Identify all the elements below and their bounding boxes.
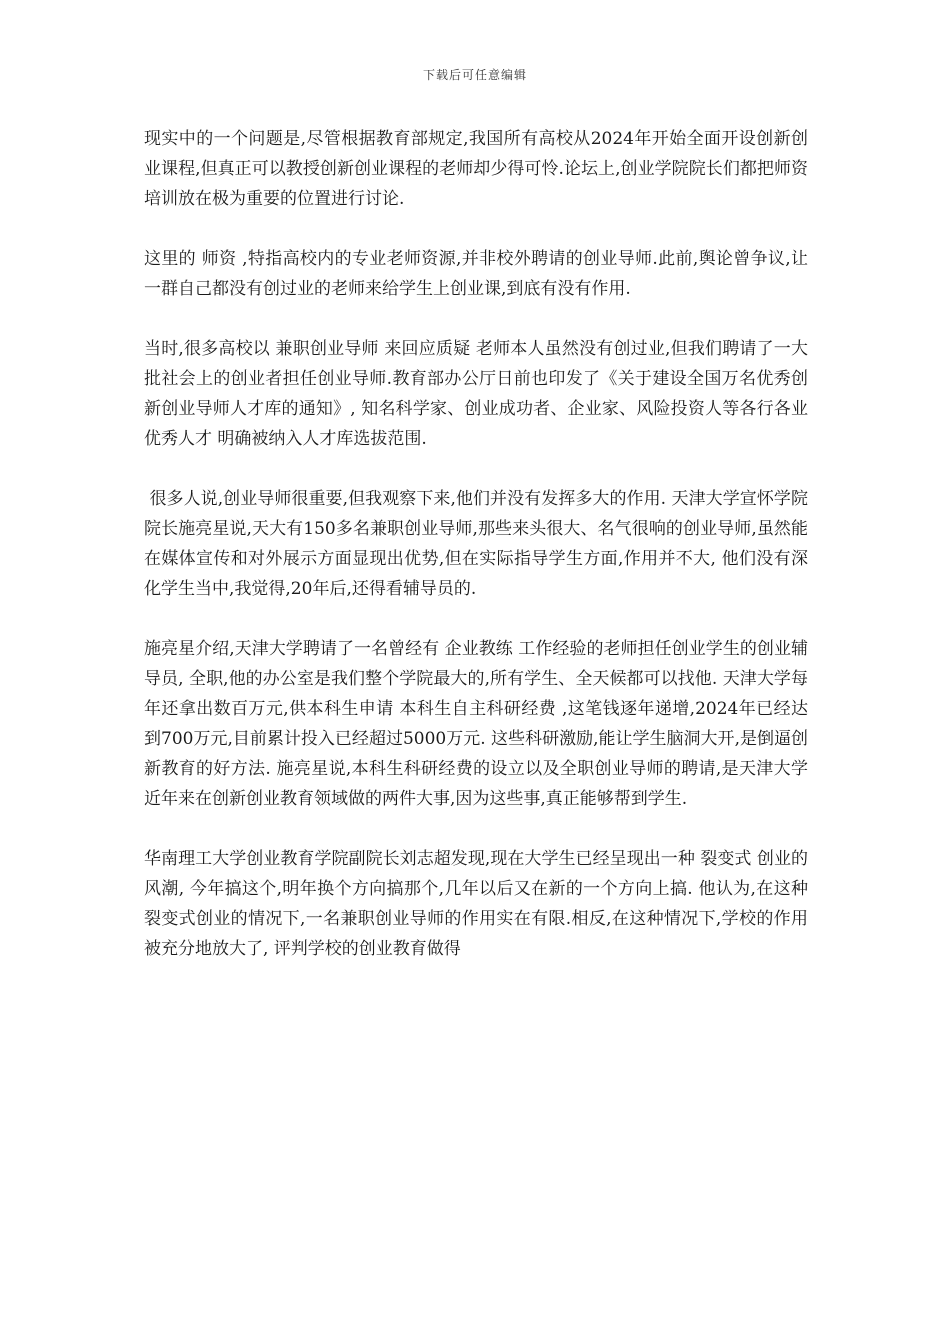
- paragraph-2: 这里的 师资 ,特指高校内的专业老师资源,并非校外聘请的创业导师.此前,舆论曾争议,让一群自己都没有创过业的老师来给学生上创业课,到底有没有作用.: [144, 249, 808, 299]
- paragraph-6: 华南理工大学创业教育学院副院长刘志超发现,现在大学生已经呈现出一种 裂变式 创业的风潮, 今年搞这个,明年换个方向搞那个,几年以后又在新的一个方向上搞. 他认为,在这种裂变式创业的情况下,一名兼职创业导师的作用实在有限.相反,在这种情况下,学校的作用被充分地放大了, 评判学校的创业教育做得: [144, 849, 808, 959]
- document-body: [144, 124, 808, 964]
- paragraph-4: 很多人说,创业导师很重要,但我观察下来,他们并没有发挥多大的作用. 天津大学宣怀学院院长施亮星说,天大有150多名兼职创业导师,那些来头很大、名气很响的创业导师,虽然能在媒体宣传和对外展示方面显现出优势,但在实际指导学生方面,作用并不大, 他们没有深化学生当中,我觉得,20年后,还得看辅导员的.: [144, 489, 808, 599]
- header-note: 下载后可任意编辑: [422, 68, 527, 82]
- paragraph-1: 现实中的一个问题是,尽管根据教育部规定,我国所有高校从2024年开始全面开设创新创业课程,但真正可以教授创新创业课程的老师却少得可怜.论坛上,创业学院院长们都把师资培训放在极为重要的位置进行讨论.: [144, 129, 808, 209]
- paragraph-5: 施亮星介绍,天津大学聘请了一名曾经有 企业教练 工作经验的老师担任创业学生的创业辅导员, 全职,他的办公室是我们整个学院最大的,所有学生、全天候都可以找他. 天津大学每年还拿出数百万元,供本科生申请 本科生自主科研经费 ,这笔钱逐年递增,2024年已经达到700万元,目前累计投入已经超过5000万元. 这些科研激励,能让学生脑洞大开,是倒逼创新教育的好方法. 施亮星说,本科生科研经费的设立以及全职创业导师的聘请,是天津大学近年来在创新创业教育领域做的两件大事,因为这些事,真正能够帮到学生.: [144, 639, 808, 809]
- paragraph-3: 当时,很多高校以 兼职创业导师 来回应质疑 老师本人虽然没有创过业,但我们聘请了一大批社会上的创业者担任创业导师.教育部办公厅日前也印发了《关于建设全国万名优秀创新创业导师人才库的通知》, 知名科学家、创业成功者、企业家、风险投资人等各行各业优秀人才 明确被纳入人才库选拔范围.: [144, 339, 808, 449]
